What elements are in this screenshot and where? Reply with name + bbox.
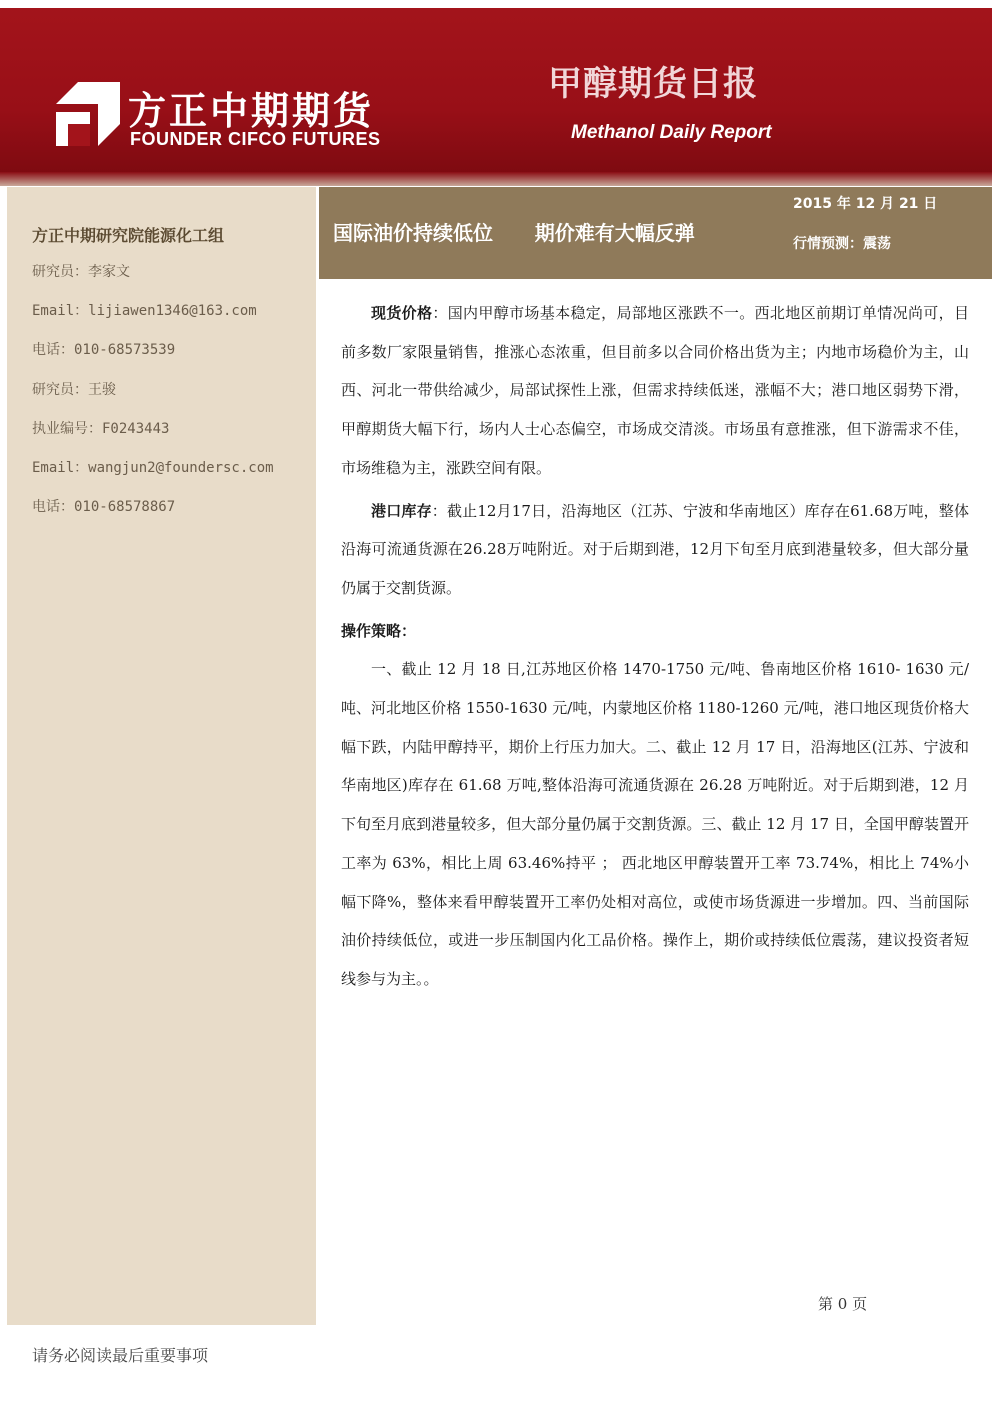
company-name-en: FOUNDER CIFCO FUTURES <box>130 129 381 149</box>
researcher-2-email[interactable]: Email：wangjun2@foundersc.com <box>32 459 274 476</box>
market-forecast: 行情预测：震荡 <box>793 236 891 252</box>
spot-price-paragraph <box>341 294 969 488</box>
company-logo-icon <box>56 82 120 146</box>
contact-list <box>32 262 274 536</box>
strategy-paragraph: 一、截止 12 月 18 日,江苏地区价格 1470-1750 元/吨、鲁南地区价格 1610- 1630 元/吨、河北地区价格 1550-1630 元/吨，内蒙地区价格 1180-1260 元/吨，港口地区现货价格大幅下跌，内陆甲醇持平，期价上行压力加大。二、截止 12 月 17 日，沿海地区(江苏、宁波和华南地区)库存在 61.68 万吨,整体沿海可流通货源在 26.28 万吨附近。对于后期到港，12 月下旬至月底到港量较多，但大部分量仍属于交割货源。三、截止 12 月 17 日，全国甲醇装置开工率为 63%，相比上周 63.46%持平 ； 西北地区甲醇装置开工率 73.74%，相比上 74%小幅下降%，整体来看甲醇装置开工率仍处相对高位，或使市场货源进一步增加。四、当前国际油价持续低位，或进一步压制国内化工品价格。操作上，期价或持续低位震荡，建议投资者短线参与为主。。 <box>341 660 969 988</box>
port-inventory-label: 港口库存 <box>371 501 432 520</box>
strategy-heading: 操作策略： <box>341 621 417 640</box>
report-title-en: Methanol Daily Report <box>571 122 772 143</box>
headline: 国际油价持续低位 期价难有大幅反弹 <box>333 221 695 245</box>
report-title-cn: 甲醇期货日报 <box>548 64 758 104</box>
researcher-1-email[interactable]: Email：lijiawen1346@163.com <box>32 303 257 320</box>
researcher-2-name: 研究员：王骏 <box>32 381 116 398</box>
header-divider <box>0 172 992 186</box>
company-name-cn: 方正中期期货 <box>128 89 375 133</box>
spot-price-label: 现货价格 <box>371 304 433 322</box>
researcher-2-license: 执业编号：F0243443 <box>32 420 170 437</box>
port-inventory-text: ：截止12月17日，沿海地区（江苏、宁波和华南地区）库存在61.68万吨，整体沿海可流通货源在26.28万吨附近。对于后期到港，12月下旬至月底到港量较多，但大部分量仍属于交割货源。 <box>341 501 969 597</box>
report-date: 2015 年 12 月 21 日 <box>793 196 938 212</box>
researcher-2-phone: 电话：010-68578867 <box>32 499 176 516</box>
researcher-1-name: 研究员：李家文 <box>32 264 130 280</box>
page-number: 第 0 页 <box>818 1295 868 1313</box>
researcher-1-phone: 电话：010-68573539 <box>32 342 176 359</box>
port-inventory-paragraph <box>341 492 969 608</box>
spot-price-text: ：国内甲醇市场基本稳定，局部地区涨跌不一。西北地区前期订单情况尚可，目前多数厂家限量销售，推涨心态浓重，但目前多以合同价格出货为主；内地市场稳价为主，山西、河北一带供给减少，局部试探性上涨，但需求持续低迷，涨幅不大；港口地区弱势下滑，甲醇期货大幅下行，场内人士心态偏空，市场成交清淡。市场虽有意推涨，但下游需求不佳，市场维稳为主，涨跌空间有限。 <box>341 304 969 477</box>
report-body <box>341 294 969 999</box>
disclaimer-note: 请务必阅读最后重要事项 <box>32 1346 209 1365</box>
research-group-name: 方正中期研究院能源化工组 <box>32 226 225 245</box>
